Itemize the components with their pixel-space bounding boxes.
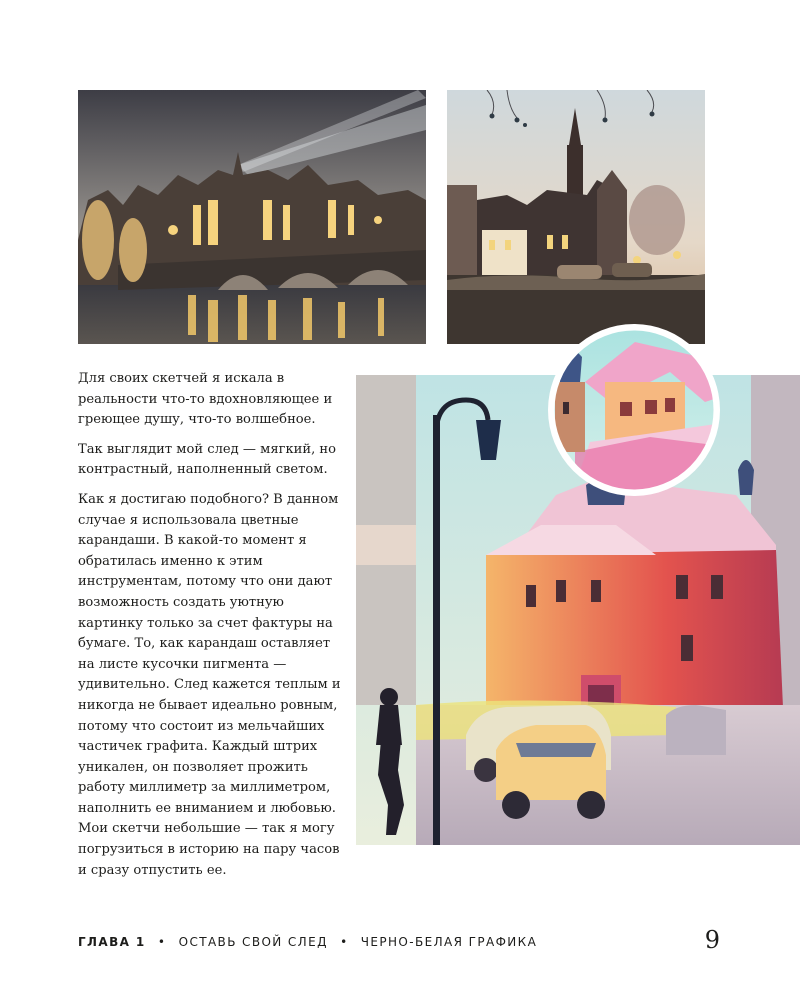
page-number: 9 (704, 926, 720, 954)
body-text (78, 369, 344, 890)
footer-chapter: ГЛАВА 1 (78, 935, 146, 949)
running-footer (78, 935, 718, 955)
footer-subsection: ЧЕРНО-БЕЛАЯ ГРАФИКА (360, 935, 538, 949)
paragraph: Для своих скетчей я искала в реальности что-то вдохновляющее и греющее душу, что-то волшебное. (78, 371, 333, 428)
footer-separator: • (157, 935, 167, 949)
illustration-detail-inset (530, 322, 738, 499)
paragraph: Как я достигаю подобного? В данном случае я использовала цветные карандаши. В какой-то момент я обратилась именно к этим инструментам, потому что они дают возможность создать уютную картинку только за счет фактуры на бумаге. То, как карандаш оставляет на листе кусочки пигмента — удивительно. След кажется теплым и никогда не бывает идеально ровным, потому что состоит из мельчайших частичек графита. Каждый штрих уникален, он позволяет прожить работу миллиметр за миллиметром, наполнить ее вниманием и любовью. Мои скетчи небольшие — так я могу погрузиться в историю на пару часов и сразу отпустить ее. (78, 491, 341, 878)
footer-separator: • (340, 935, 349, 949)
footer-section: ОСТАВЬ СВОЙ СЛЕД (178, 935, 328, 949)
illustration-night-bridge (78, 90, 426, 344)
paragraph: Так выглядит мой след — мягкий, но контрастный, наполненный светом. (78, 441, 337, 478)
illustration-church-dusk (447, 90, 705, 344)
